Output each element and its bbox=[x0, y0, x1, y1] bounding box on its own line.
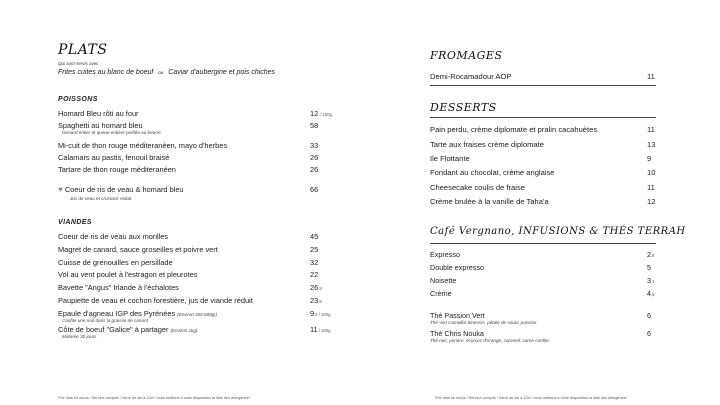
dish-name bbox=[58, 309, 217, 318]
dish-price bbox=[310, 283, 322, 292]
desserts-divider bbox=[430, 117, 656, 118]
heart-icon: ♥ bbox=[58, 185, 63, 194]
dish-price bbox=[310, 309, 330, 318]
left-footer: Prix nets en euros / Service compris / Verre de vin à 12cl / nous mettons à votre disposition la liste des allergènes* bbox=[58, 396, 251, 400]
price-unit: ,8 bbox=[651, 253, 655, 258]
poissons-title: POISSONS bbox=[58, 96, 98, 103]
dish-name bbox=[58, 325, 197, 334]
dessert-name: Crème brulée à la vanille de Taha'a bbox=[430, 197, 549, 206]
coffee-price bbox=[647, 250, 655, 259]
dish-price bbox=[310, 141, 318, 150]
dish-title: Côte de boeuf "Galice" à partager bbox=[58, 325, 169, 334]
dish-title: Cuisse de grenouilles en persillade bbox=[58, 258, 173, 267]
special-name: Coeur de ris de veau & homard bleu bbox=[64, 185, 184, 194]
special-note: Jus de veau et crustacé réduit bbox=[70, 196, 132, 201]
dessert-price: 12 bbox=[647, 197, 656, 206]
tea-price: 6 bbox=[647, 329, 651, 338]
dish-price bbox=[310, 245, 318, 254]
dish-note: homard entier et queue entière poêlée au beurre bbox=[62, 130, 161, 135]
dish-title: Bavette "Angus" Irlande à l'échalotes bbox=[58, 283, 179, 292]
sides-text: Frites cuites au blanc de boeuf bbox=[58, 69, 154, 76]
dish-price bbox=[310, 109, 332, 118]
special-price: 66 bbox=[310, 185, 319, 194]
price-value: 58 bbox=[310, 121, 319, 130]
plats-subtitle: Qui sont servis avec bbox=[58, 61, 99, 66]
dessert-name: Cheesecake coulis de fraise bbox=[430, 183, 525, 192]
dish-title: Epaule d'agneau IGP des Pyrénées bbox=[58, 309, 176, 318]
fromages-divider bbox=[430, 85, 656, 86]
price-value: 9 bbox=[310, 309, 315, 318]
dish-name bbox=[58, 232, 168, 241]
price-value: 25 bbox=[310, 245, 319, 254]
tea-price: 6 bbox=[647, 311, 651, 320]
price-unit: ,3 / 100g bbox=[314, 312, 331, 317]
cafe-divider bbox=[430, 243, 656, 244]
dish-price bbox=[310, 232, 318, 241]
dish-weight: (Environ 1kg) bbox=[170, 328, 198, 333]
dish-name: Calamars au pastis, fenouil braisé bbox=[58, 153, 170, 162]
coffee-price bbox=[647, 276, 655, 285]
dish-name bbox=[58, 270, 197, 279]
dessert-price: 9 bbox=[647, 154, 652, 163]
dish-price bbox=[310, 258, 318, 267]
cheese-price: 11 bbox=[647, 72, 655, 81]
coffee-name: Expresso bbox=[430, 250, 460, 259]
plats-title: PLATS bbox=[58, 42, 108, 58]
dish-name bbox=[58, 296, 253, 305]
tea-name: Thé Chris Nouka bbox=[430, 329, 484, 338]
cheese-name: Demi-Rocamadour AOP bbox=[430, 72, 512, 81]
price-value: 45 bbox=[310, 232, 319, 241]
price-value: 5 bbox=[647, 263, 651, 272]
dessert-price: 11 bbox=[647, 125, 655, 134]
desserts-title: DESSERTS bbox=[430, 101, 497, 114]
dessert-price: 10 bbox=[647, 168, 656, 177]
tea-note: Thé vert Camellia Sinensis, pétale de souci, passion bbox=[430, 320, 537, 325]
price-value: 2 bbox=[647, 250, 651, 259]
price-value: 22 bbox=[310, 270, 319, 279]
right-footer: Prix nets en euros / Service compris / Verre de vin à 12cl / nous mettons à votre disposition la liste des allergènes* bbox=[435, 396, 628, 400]
price-unit: ,1 bbox=[651, 279, 655, 284]
price-value: 11 bbox=[310, 325, 318, 334]
price-value: 3 bbox=[647, 276, 651, 285]
dish-note: Confite une nuit dans la graisse de canard bbox=[62, 318, 149, 323]
dish-title: Coeur de ris de veau aux morilles bbox=[58, 232, 169, 241]
dish-title: Magret de canard, sauce groseilles et poivre vert bbox=[58, 245, 218, 254]
dish-title: Vol au vent poulet à l'estragon et pleurotes bbox=[58, 270, 198, 279]
dish-note: Maturée 30 jours bbox=[62, 334, 97, 339]
plats-sides bbox=[58, 69, 275, 76]
tea-name: Thé Passion Vert bbox=[430, 311, 485, 320]
coffee-name: Double expresso bbox=[430, 263, 484, 272]
dish-name bbox=[58, 245, 218, 254]
dessert-name: Pain perdu, crème diplomate et pralin cacahuètes bbox=[430, 125, 598, 134]
dish-name: Tartare de thon rouge méditeranéen bbox=[58, 165, 176, 174]
coffee-price bbox=[647, 289, 655, 298]
dessert-name: Tarte aux fraises crème diplomate bbox=[430, 140, 544, 149]
dish-price bbox=[310, 121, 318, 130]
dish-price bbox=[310, 270, 318, 279]
dish-price bbox=[310, 325, 330, 334]
dessert-name: Ile Flottante bbox=[430, 154, 470, 163]
fromages-title: FROMAGES bbox=[430, 49, 503, 62]
dessert-name: Fondant au chocolat, crème anglaise bbox=[430, 168, 555, 177]
price-unit: ,5 bbox=[651, 292, 655, 297]
price-unit: ,8 bbox=[318, 286, 322, 291]
dish-price bbox=[310, 165, 318, 174]
dessert-price: 13 bbox=[647, 140, 656, 149]
tea-note: Thé noir, poriare, écorces d'orange, caramel, carne confite bbox=[430, 338, 549, 343]
cafe-title: Café Vergnano, INFUSIONS & THÉS TERRAH bbox=[430, 226, 686, 237]
viandes-title: VIANDES bbox=[58, 219, 92, 226]
coffee-name: Noisette bbox=[430, 276, 457, 285]
price-value: 33 bbox=[310, 141, 319, 150]
dish-name bbox=[58, 283, 179, 292]
price-value: 12 bbox=[310, 109, 319, 118]
coffee-price bbox=[647, 263, 651, 272]
coffee-name: Crème bbox=[430, 289, 452, 298]
price-value: 23 bbox=[310, 296, 319, 305]
dish-name: Homard Bleu rôti au four bbox=[58, 109, 139, 118]
sides-text-2: Caviar d'aubergine et pois chiches bbox=[168, 69, 276, 76]
price-unit: ,8 bbox=[318, 299, 322, 304]
dish-name bbox=[58, 258, 173, 267]
dish-price bbox=[310, 296, 322, 305]
price-value: 26 bbox=[310, 153, 319, 162]
price-value: 26 bbox=[310, 165, 319, 174]
dish-title: Paupiette de veau et cochon forestière, jus de viande réduit bbox=[58, 296, 253, 305]
dish-price bbox=[310, 153, 318, 162]
dish-name: Mi-cuit de thon rouge méditeranéen, mayo d'herbes bbox=[58, 141, 228, 150]
price-value: 32 bbox=[310, 258, 319, 267]
sides-or: ou bbox=[158, 70, 164, 75]
price-value: 26 bbox=[310, 283, 319, 292]
dessert-price: 11 bbox=[647, 183, 655, 192]
right-page bbox=[360, 0, 720, 405]
dish-weight: (Environ 450-600gr) bbox=[177, 312, 218, 317]
price-value: 4 bbox=[647, 289, 651, 298]
price-unit: / 100g bbox=[320, 112, 332, 117]
special-dish bbox=[58, 185, 184, 194]
price-unit: / 100g bbox=[317, 328, 331, 333]
dish-name: Spaghetti au homard bleu bbox=[58, 121, 143, 130]
